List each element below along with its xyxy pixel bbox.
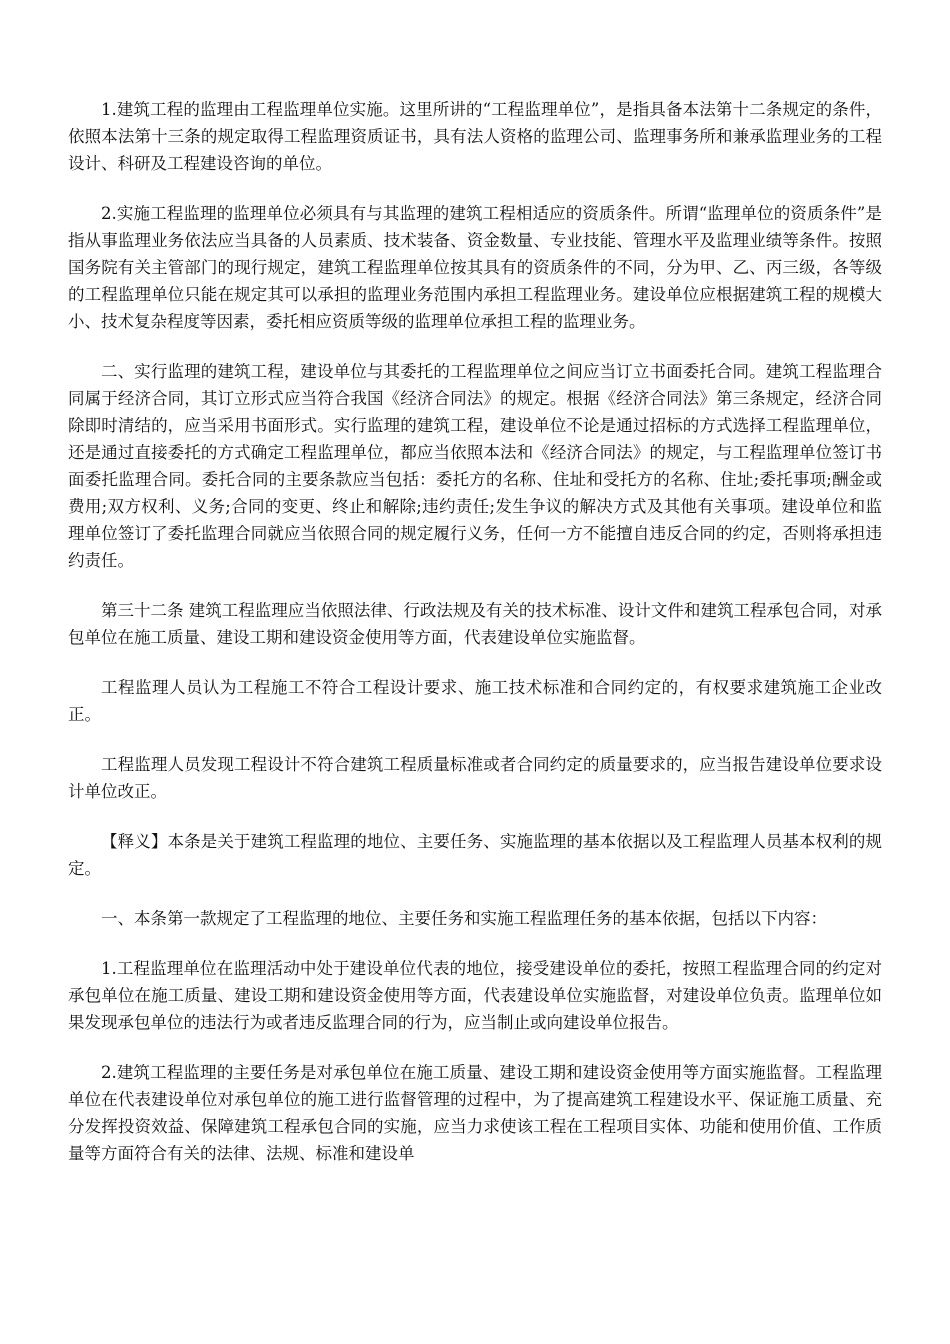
paragraph-4: 第三十二条 建筑工程监理应当依照法律、行政法规及有关的技术标准、设计文件和建筑工程承包合同，对承包单位在施工质量、建设工期和建设资金使用等方面，代表建设单位实施监督。 [68,601,882,647]
paragraph-7: 【释义】本条是关于建筑工程监理的地位、主要任务、实施监理的基本依据以及工程监理人员基本权利的规定。 [68,832,882,878]
paragraph-10: 2.建筑工程监理的主要任务是对承包单位在施工质量、建设工期和建设资金使用等方面实施监督。工程监理单位在代表建设单位对承包单位的施工进行监督管理的过程中，为了提高建筑工程建设水平、保证施工质量、充分发挥投资效益、保障建筑工程承包合同的实施，应当力求使该工程在工程项目实体、功能和使用价值、工作质量等方面符合有关的法律、法规、标准和建设单 [68,1063,882,1163]
paragraph-1: 1.建筑工程的监理由工程监理单位实施。这里所讲的“工程监理单位”，是指具备本法第十二条规定的条件，依照本法第十三条的规定取得工程监理资质证书，具有法人资格的监理公司、监理事务所和兼承监理业务的工程设计、科研及工程建设咨询的单位。 [68,100,882,173]
paragraph-6: 工程监理人员发现工程设计不符合建筑工程质量标准或者合同约定的质量要求的，应当报告建设单位要求设计单位改正。 [68,755,882,801]
paragraph-8: 一、本条第一款规定了工程监理的地位、主要任务和实施工程监理任务的基本依据，包括以下内容： [101,909,827,928]
paragraph-5: 工程监理人员认为工程施工不符合工程设计要求、施工技术标准和合同约定的，有权要求建筑施工企业改正。 [68,678,882,724]
document-body [68,96,882,1190]
paragraph-9: 1.工程监理单位在监理活动中处于建设单位代表的地位，接受建设单位的委托，按照工程监理合同的约定对承包单位在施工质量、建设工期和建设资金使用等方面，代表建设单位实施监督，对建设单位负责。监理单位如果发现承包单位的违法行为或者违反监理合同的行为，应当制止或向建设单位报告。 [68,959,882,1032]
paragraph-2: 2.实施工程监理的监理单位必须具有与其监理的建筑工程相适应的资质条件。所谓“监理单位的资质条件”是指从事监理业务依法应当具备的人员素质、技术装备、资金数量、专业技能、管理水平及监理业绩等条件。按照国务院有关主管部门的现行规定，建筑工程监理单位按其具有的资质条件的不同，分为甲、乙、丙三级，各等级的工程监理单位只能在规定其可以承担的监理业务范围内承担工程监理业务。建设单位应根据建筑工程的规模大小、技术复杂程度等因素，委托相应资质等级的监理单位承担工程的监理业务。 [68,204,882,331]
paragraph-3: 二、实行监理的建筑工程，建设单位与其委托的工程监理单位之间应当订立书面委托合同。建筑工程监理合同属于经济合同，其订立形式应当符合我国《经济合同法》的规定。根据《经济合同法》第三条规定，经济合同除即时清结的，应当采用书面形式。实行监理的建筑工程，建设单位不论是通过招标的方式选择工程监理单位，还是通过直接委托的方式确定工程监理单位，都应当依照本法和《经济合同法》的规定，与工程监理单位签订书面委托监理合同。委托合同的主要条款应当包括：委托方的名称、住址和受托方的名称、住址;委托事项;酬金或费用;双方权利、义务;合同的变更、终止和解除;违约责任;发生争议的解决方式及其他有关事项。建设单位和监理单位签订了委托监理合同就应当依照合同的规定履行义务，任何一方不能擅自违反合同的约定，否则将承担违约责任。 [68,362,882,570]
